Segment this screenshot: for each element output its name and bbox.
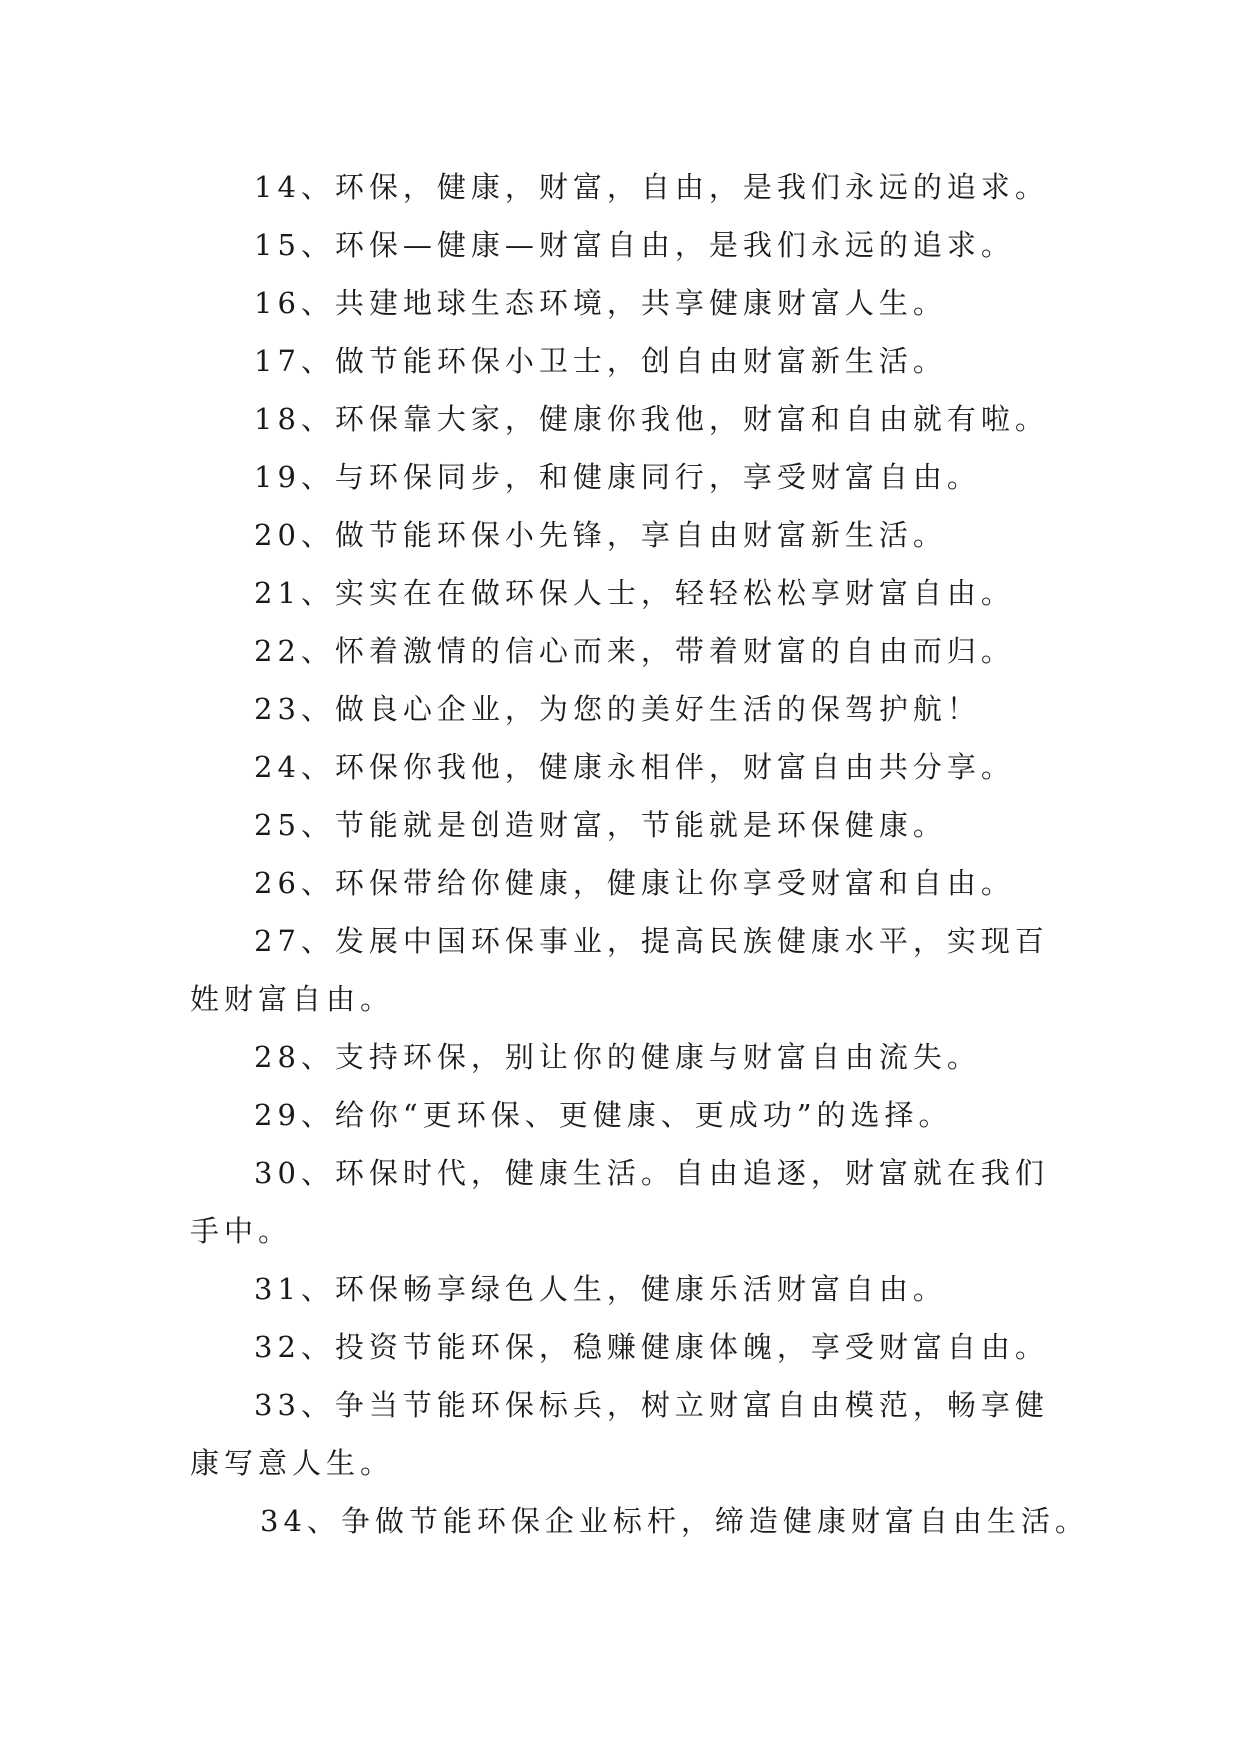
paragraph-21: 21、实实在在做环保人士，轻轻松松享财富自由。 [254, 576, 1015, 610]
paragraph-20: 20、做节能环保小先锋，享自由财富新生活。 [254, 518, 947, 552]
paragraph-19: 19、与环保同步，和健康同行，享受财富自由。 [254, 460, 981, 494]
paragraph-32: 32、投资节能环保，稳赚健康体魄，享受财富自由。 [254, 1330, 1049, 1364]
paragraph-26: 26、环保带给你健康，健康让你享受财富和自由。 [254, 866, 1015, 900]
paragraph-28: 28、支持环保，别让你的健康与财富自由流失。 [254, 1040, 981, 1074]
paragraph-23: 23、做良心企业，为您的美好生活的保驾护航！ [254, 692, 981, 726]
paragraph-31: 31、环保畅享绿色人生，健康乐活财富自由。 [254, 1272, 947, 1306]
paragraph-15: 15、环保—健康—财富自由，是我们永远的追求。 [254, 228, 1015, 262]
paragraph-14: 14、环保，健康，财富，自由，是我们永远的追求。 [254, 170, 1049, 204]
paragraph-30: 30、环保时代，健康生活。自由追逐，财富就在我们手中。 [190, 1156, 1049, 1248]
paragraph-16: 16、共建地球生态环境，共享健康财富人生。 [254, 286, 947, 320]
paragraph-22: 22、怀着激情的信心而来，带着财富的自由而归。 [254, 634, 1015, 668]
paragraph-18: 18、环保靠大家，健康你我他，财富和自由就有啦。 [254, 402, 1049, 436]
paragraph-25: 25、节能就是创造财富，节能就是环保健康。 [254, 808, 947, 842]
paragraph-34: 34、争做节能环保企业标杆，缔造健康财富自由生活。 [260, 1504, 1089, 1538]
paragraph-33: 33、争当节能环保标兵，树立财富自由模范，畅享健康写意人生。 [190, 1388, 1049, 1480]
paragraph-24: 24、环保你我他，健康永相伴，财富自由共分享。 [254, 750, 1015, 784]
paragraph-27: 27、发展中国环保事业，提高民族健康水平，实现百姓财富自由。 [190, 924, 1049, 1016]
paragraph-17: 17、做节能环保小卫士，创自由财富新生活。 [254, 344, 947, 378]
document-page [190, 158, 1089, 1550]
paragraph-29: 29、给你“更环保、更健康、更成功”的选择。 [254, 1098, 953, 1132]
